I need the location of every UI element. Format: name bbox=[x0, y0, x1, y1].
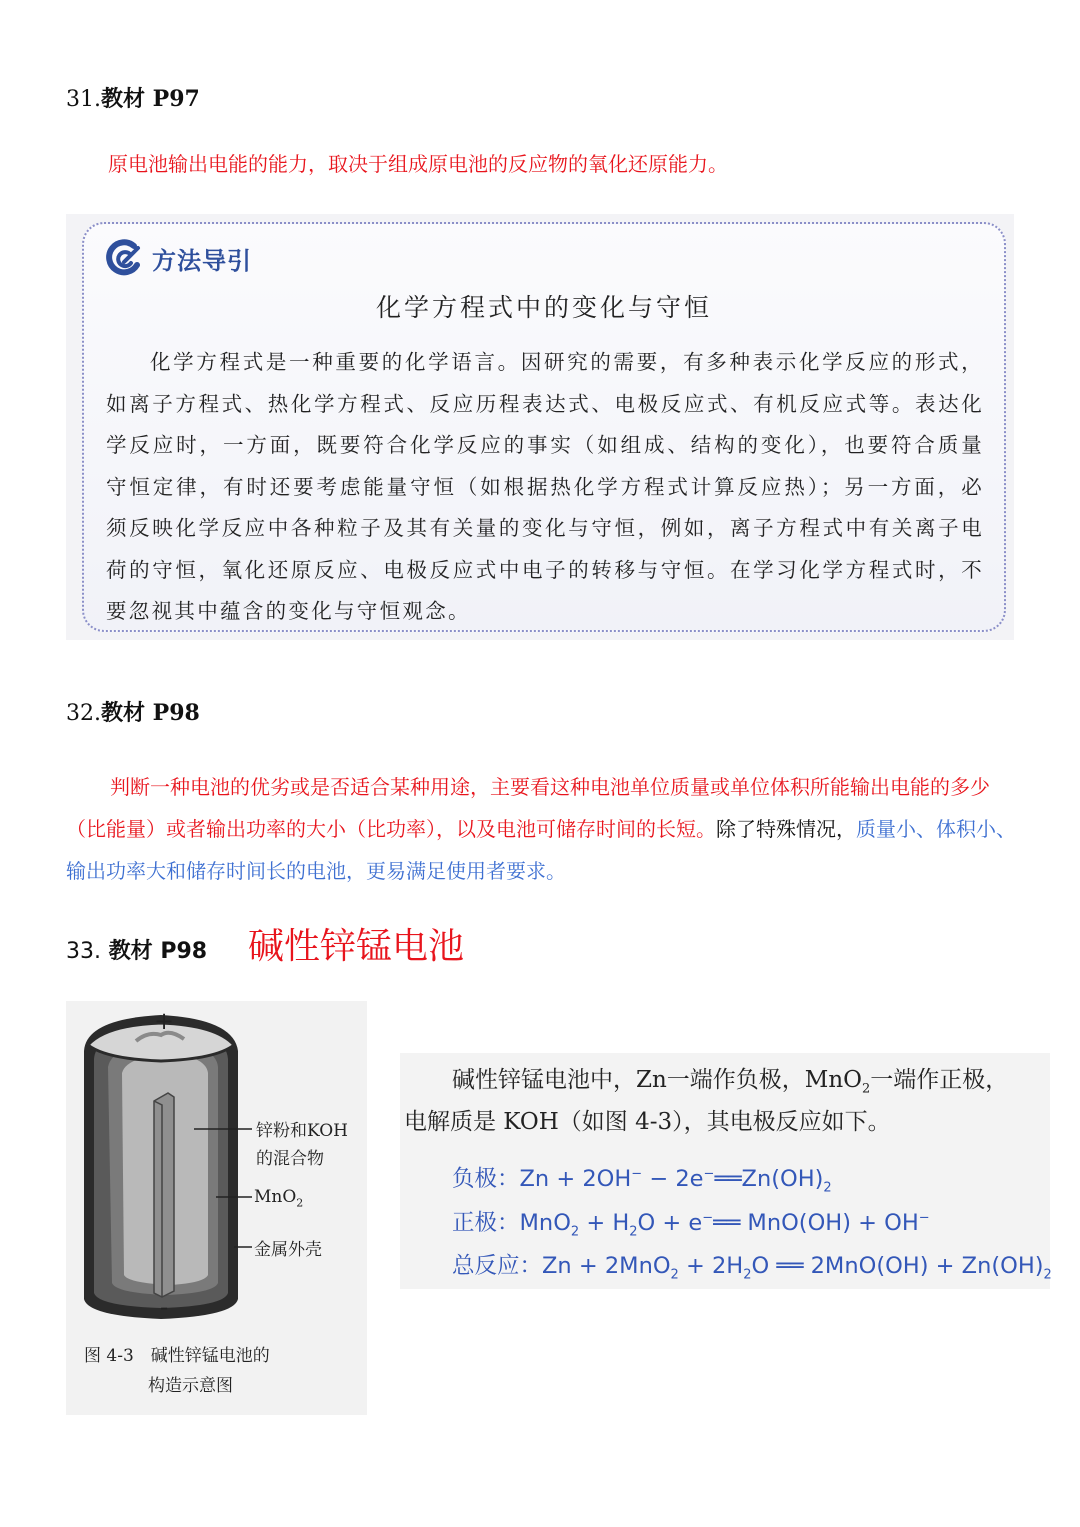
section-32-paragraph bbox=[66, 766, 1026, 892]
mno2-label: MnO$_2$ bbox=[254, 1187, 304, 1210]
section-label: 教材 P98 bbox=[101, 700, 200, 726]
negative-electrode-equation: 负极：$Zn + 2OH^- - 2e^-══Zn(OH)_2$ bbox=[452, 1166, 832, 1196]
section-32-heading bbox=[66, 696, 200, 727]
section-label: 教材 P98 bbox=[108, 939, 208, 964]
section-33-title: 碱性锌锰电池 bbox=[248, 926, 465, 967]
textbook-excerpt bbox=[400, 1053, 1050, 1289]
overall-reaction-label: 总反应： bbox=[452, 1253, 543, 1279]
section-32-text-blue: 质量小、体积小、输出功率大和储存时间长的电池，更易满足使用者要求。 bbox=[66, 817, 1016, 883]
positive-electrode-label: 正极： bbox=[452, 1210, 520, 1236]
positive-electrode-equation: 正极：$MnO_2 + H_2O$ + e−══ MnO(OH) + OH− bbox=[452, 1210, 930, 1240]
section-label: 教材 P97 bbox=[101, 86, 200, 112]
figure-caption-line2: 构造示意图 bbox=[148, 1376, 233, 1396]
battery-figure bbox=[66, 1001, 367, 1415]
section-32-text-black: 除了特殊情况， bbox=[716, 817, 856, 841]
negative-terminal-label: - bbox=[160, 1293, 169, 1321]
overall-reaction-equation: 总反应：$Zn + 2MnO_2 + 2H_2O$ ══ $2MnO(OH) + Zn(OH)_2$ bbox=[452, 1253, 1052, 1283]
method-guide-box bbox=[66, 214, 1014, 640]
zinc-koh-label-line2: 的混合物 bbox=[256, 1149, 324, 1169]
section-31-text: 原电池输出电能的能力，取决于组成原电池的反应物的氧化还原能力。 bbox=[108, 152, 728, 176]
section-33-heading bbox=[66, 934, 207, 965]
metal-shell-label: 金属外壳 bbox=[254, 1240, 322, 1260]
section-number: 33. bbox=[66, 939, 101, 964]
positive-terminal-label: + bbox=[154, 1007, 175, 1035]
section-number: 32. bbox=[66, 701, 101, 726]
method-guide-frame bbox=[82, 222, 1006, 632]
method-guide-body: 化学方程式是一种重要的化学语言。因研究的需要，有多种表示化学反应的形式，如离子方程式、热化学方程式、反应历程表达式、电极反应式、有机反应式等。表达化学反应时，一方面，既要符合化学反应的事实（如组成、结构的变化），也要符合质量守恒定律，有时还要考虑能量守恒（如根据热化学方程式计算反应热）；另一方面，必须反映化学反应中各种粒子及其有关量的变化与守恒，例如，离子方程式中有关离子电荷的守恒，氧化还原反应、电极反应式中电子的转移与守恒。在学习化学方程式时，不要忽视其中蕴含的变化与守恒观念。 bbox=[106, 350, 984, 623]
method-guide-icon bbox=[104, 238, 144, 278]
section-number: 31. bbox=[66, 87, 101, 112]
method-guide-badge-label: 方法导引 bbox=[152, 246, 252, 275]
excerpt-line-2: 电解质是 KOH（如图 4-3），其电极反应如下。 bbox=[404, 1109, 891, 1135]
zinc-koh-label-line1: 锌粉和KOH bbox=[256, 1121, 349, 1141]
section-32-text-red: 判断一种电池的优劣或是否适合某种用途，主要看这种电池单位质量或单位体积所能输出电能的多少（比能量）或者输出功率的大小（比功率），以及电池可储存时间的长短。 bbox=[66, 775, 990, 841]
method-guide-title: 化学方程式中的变化与守恒 bbox=[375, 293, 712, 322]
section-31-heading bbox=[66, 82, 200, 113]
figure-caption bbox=[84, 1341, 270, 1401]
method-guide-badge bbox=[104, 238, 252, 278]
negative-electrode-label: 负极： bbox=[452, 1166, 520, 1192]
excerpt-line-1: 碱性锌锰电池中，Zn一端作负极，MnO$_2$一端作正极， bbox=[452, 1067, 1009, 1097]
figure-caption-line1: 图 4-3 碱性锌锰电池的 bbox=[84, 1346, 270, 1366]
